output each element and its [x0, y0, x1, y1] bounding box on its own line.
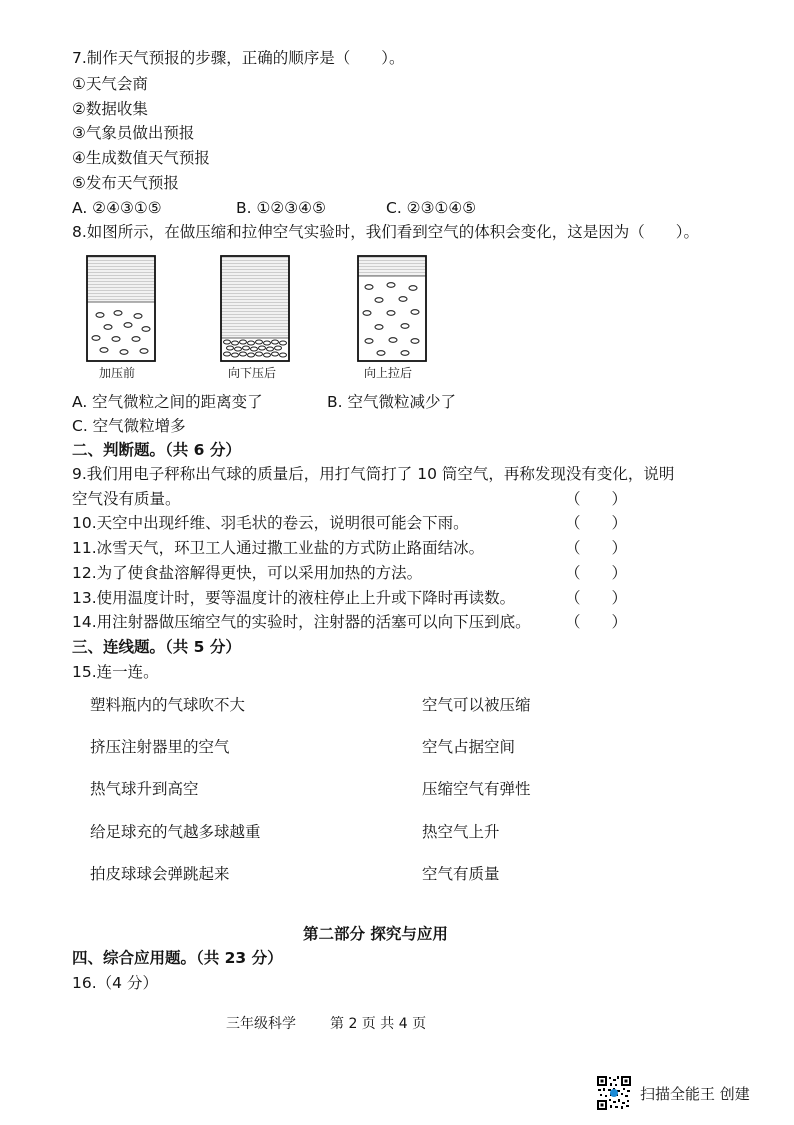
q7-option-a: A. ②④③①⑤ [72, 199, 162, 217]
section-4-title: 四、综合应用题。（共 23 分） [72, 949, 283, 967]
tf-answer-13[interactable]: （ ） [565, 589, 628, 607]
q7-step-1: ①天气会商 [72, 75, 148, 93]
figure-caption-pushed: 向下压后 [228, 366, 277, 380]
tf-answer-14[interactable]: （ ） [565, 613, 628, 631]
part-2-title: 第二部分 探究与应用 [303, 925, 448, 943]
match-right-4[interactable]: 热空气上升 [422, 823, 500, 841]
q7-option-b: B. ①②③④⑤ [236, 199, 326, 217]
q8-option-b: B. 空气微粒减少了 [327, 393, 456, 411]
match-left-2[interactable]: 挤压注射器里的空气 [90, 738, 230, 756]
tf-item-11: 11.冰雪天气，环卫工人通过撒工业盐的方式防止路面结冰。 [72, 539, 485, 557]
q8-option-a: A. 空气微粒之间的距离变了 [72, 393, 263, 411]
footer-page-number: 第 2 页 共 4 页 [330, 1016, 427, 1032]
tf-item-9-line2: 空气没有质量。 [72, 490, 181, 508]
tf-answer-11[interactable]: （ ） [565, 539, 628, 557]
tf-item-13: 13.使用温度计时，要等温度计的液柱停止上升或下降时再读数。 [72, 589, 516, 607]
figure-caption-pulled: 向上拉后 [364, 366, 413, 380]
q8-option-c: C. 空气微粒增多 [72, 417, 186, 435]
scanner-brand-label: 扫描全能王 创建 [640, 1085, 750, 1103]
tf-item-14: 14.用注射器做压缩空气的实验时，注射器的活塞可以向下压到底。 [72, 613, 531, 631]
q7-stem: 7.制作天气预报的步骤，正确的顺序是（ ）。 [72, 49, 405, 67]
tf-item-9-line1: 9.我们用电子秤称出气球的质量后，用打气筒打了 10 筒空气，再称发现没有变化，说明 [72, 465, 675, 483]
match-right-5[interactable]: 空气有质量 [422, 865, 500, 883]
q7-option-c: C. ②③①④⑤ [386, 199, 477, 217]
syringe-figure-pushed [218, 253, 294, 365]
qr-code-icon [596, 1075, 632, 1111]
match-right-2[interactable]: 空气占据空间 [422, 738, 516, 756]
q7-step-5: ⑤发布天气预报 [72, 174, 179, 192]
section-3-title: 三、连线题。（共 5 分） [72, 638, 241, 656]
q7-step-2: ②数据收集 [72, 100, 148, 118]
q7-step-4: ④生成数值天气预报 [72, 149, 210, 167]
tf-item-12: 12.为了使食盐溶解得更快，可以采用加热的方法。 [72, 564, 423, 582]
figure-caption-before: 加压前 [99, 366, 136, 380]
q7-step-3: ③气象员做出预报 [72, 124, 195, 142]
match-left-5[interactable]: 拍皮球球会弹跳起来 [90, 865, 230, 883]
tf-answer-9[interactable]: （ ） [565, 490, 628, 508]
q16-stem: 16.（4 分） [72, 974, 158, 992]
match-left-3[interactable]: 热气球升到高空 [90, 780, 199, 798]
section-2-title: 二、判断题。（共 6 分） [72, 441, 241, 459]
footer-subject: 三年级科学 [226, 1016, 296, 1032]
match-right-3[interactable]: 压缩空气有弹性 [422, 780, 531, 798]
syringe-figure-pulled [355, 253, 431, 365]
tf-item-10: 10.天空中出现纤维、羽毛状的卷云，说明很可能会下雨。 [72, 514, 469, 532]
q15-stem: 15.连一连。 [72, 663, 159, 681]
match-right-1[interactable]: 空气可以被压缩 [422, 696, 531, 714]
tf-answer-10[interactable]: （ ） [565, 514, 628, 532]
q8-stem: 8.如图所示，在做压缩和拉伸空气实验时，我们看到空气的体积会变化，这是因为（ ）。 [72, 223, 700, 241]
match-left-4[interactable]: 给足球充的气越多球越重 [90, 823, 261, 841]
tf-answer-12[interactable]: （ ） [565, 564, 628, 582]
match-left-1[interactable]: 塑料瓶内的气球吹不大 [90, 696, 246, 714]
syringe-figure-before [84, 253, 160, 365]
